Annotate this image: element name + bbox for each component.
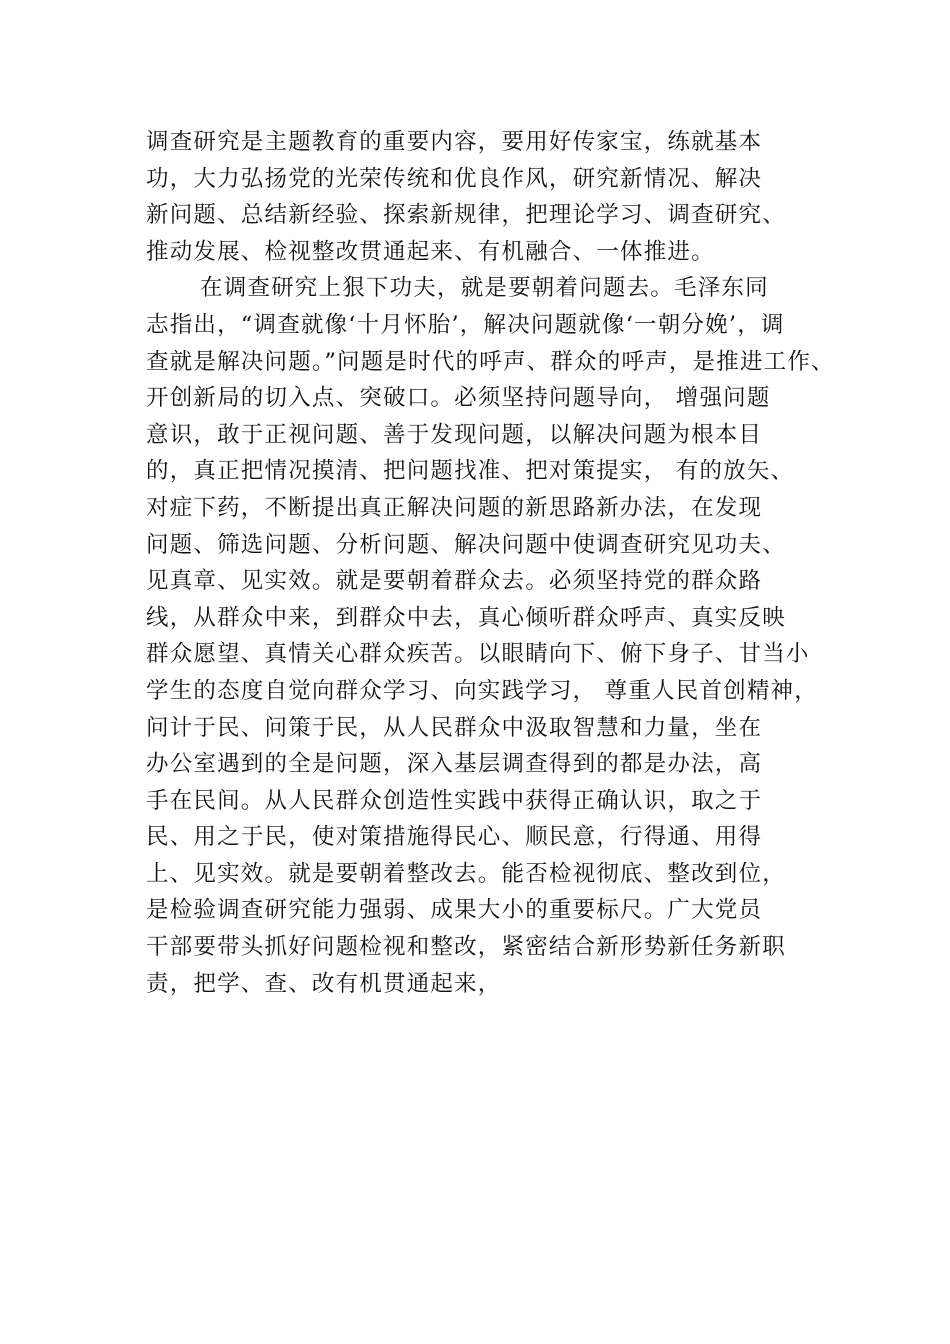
- text-line: 查就是解决问题。”问题是时代的呼声、群众的呼声，是推进工作、: [146, 348, 835, 375]
- text-line: 群众愿望、真情关心群众疾苦。以眼睛向下、俯下身子、甘当小: [146, 641, 810, 668]
- text-line: 功，大力弘扬党的光荣传统和优良作风，研究新情况、解决: [146, 165, 763, 192]
- text-line: 是检验调查研究能力强弱、成果大小的重要标尺。广大党员: [146, 897, 763, 924]
- text-line: 线，从群众中来，到群众中去，真心倾听群众呼声、真实反映: [146, 604, 786, 631]
- text-line: 民、用之于民，使对策措施得民心、顺民意，行得通、用得: [146, 824, 763, 851]
- text-line: 在调查研究上狠下功夫，就是要朝着问题去。毛泽东同: [200, 275, 769, 302]
- text-line: 推动发展、检视整改贯通起来、有机融合、一体推进。: [146, 238, 715, 265]
- text-line: 对症下药，不断提出真正解决问题的新思路新办法，在发现: [146, 494, 763, 521]
- text-line: 责，把学、查、改有机贯通起来，: [146, 970, 502, 997]
- text-line: 开创新局的切入点、突破口。必须坚持问题导向， 增强问题: [146, 385, 771, 412]
- text-line: 见真章、见实效。就是要朝着群众去。必须坚持党的群众路: [146, 568, 763, 595]
- text-line: 调查研究是主题教育的重要内容，要用好传家宝，练就基本: [146, 129, 763, 155]
- body-text: [146, 124, 846, 1002]
- paragraph-1: [146, 124, 846, 270]
- text-line: 问题、筛选问题、分析问题、解决问题中使调查研究见功夫、: [146, 531, 786, 558]
- text-line: 手在民间。从人民群众创造性实践中获得正确认识，取之于: [146, 787, 763, 814]
- text-line: 问计于民、问策于民，从人民群众中汲取智慧和力量，坐在: [146, 714, 763, 741]
- text-line: 的，真正把情况摸清、把问题找准、把对策提实， 有的放矢、: [146, 458, 795, 485]
- text-line: 新问题、总结新经验、探索新规律，把理论学习、调查研究、: [146, 202, 786, 229]
- text-line: 干部要带头抓好问题检视和整改，紧密结合新形势新任务新职: [146, 934, 786, 961]
- paragraph-2: [146, 270, 846, 1002]
- text-line: 志指出，“调查就像‘十月怀胎’，解决问题就像‘一朝分娩’，调: [146, 311, 785, 338]
- text-line: 学生的态度自觉向群众学习、向实践学习， 尊重人民首创精神，: [146, 677, 818, 704]
- text-line: 上、见实效。就是要朝着整改去。能否检视彻底、整改到位，: [146, 860, 786, 887]
- text-line: 办公室遇到的全是问题，深入基层调查得到的都是办法，高: [146, 751, 763, 778]
- text-line: 意识，敢于正视问题、善于发现问题，以解决问题为根本目: [146, 421, 763, 448]
